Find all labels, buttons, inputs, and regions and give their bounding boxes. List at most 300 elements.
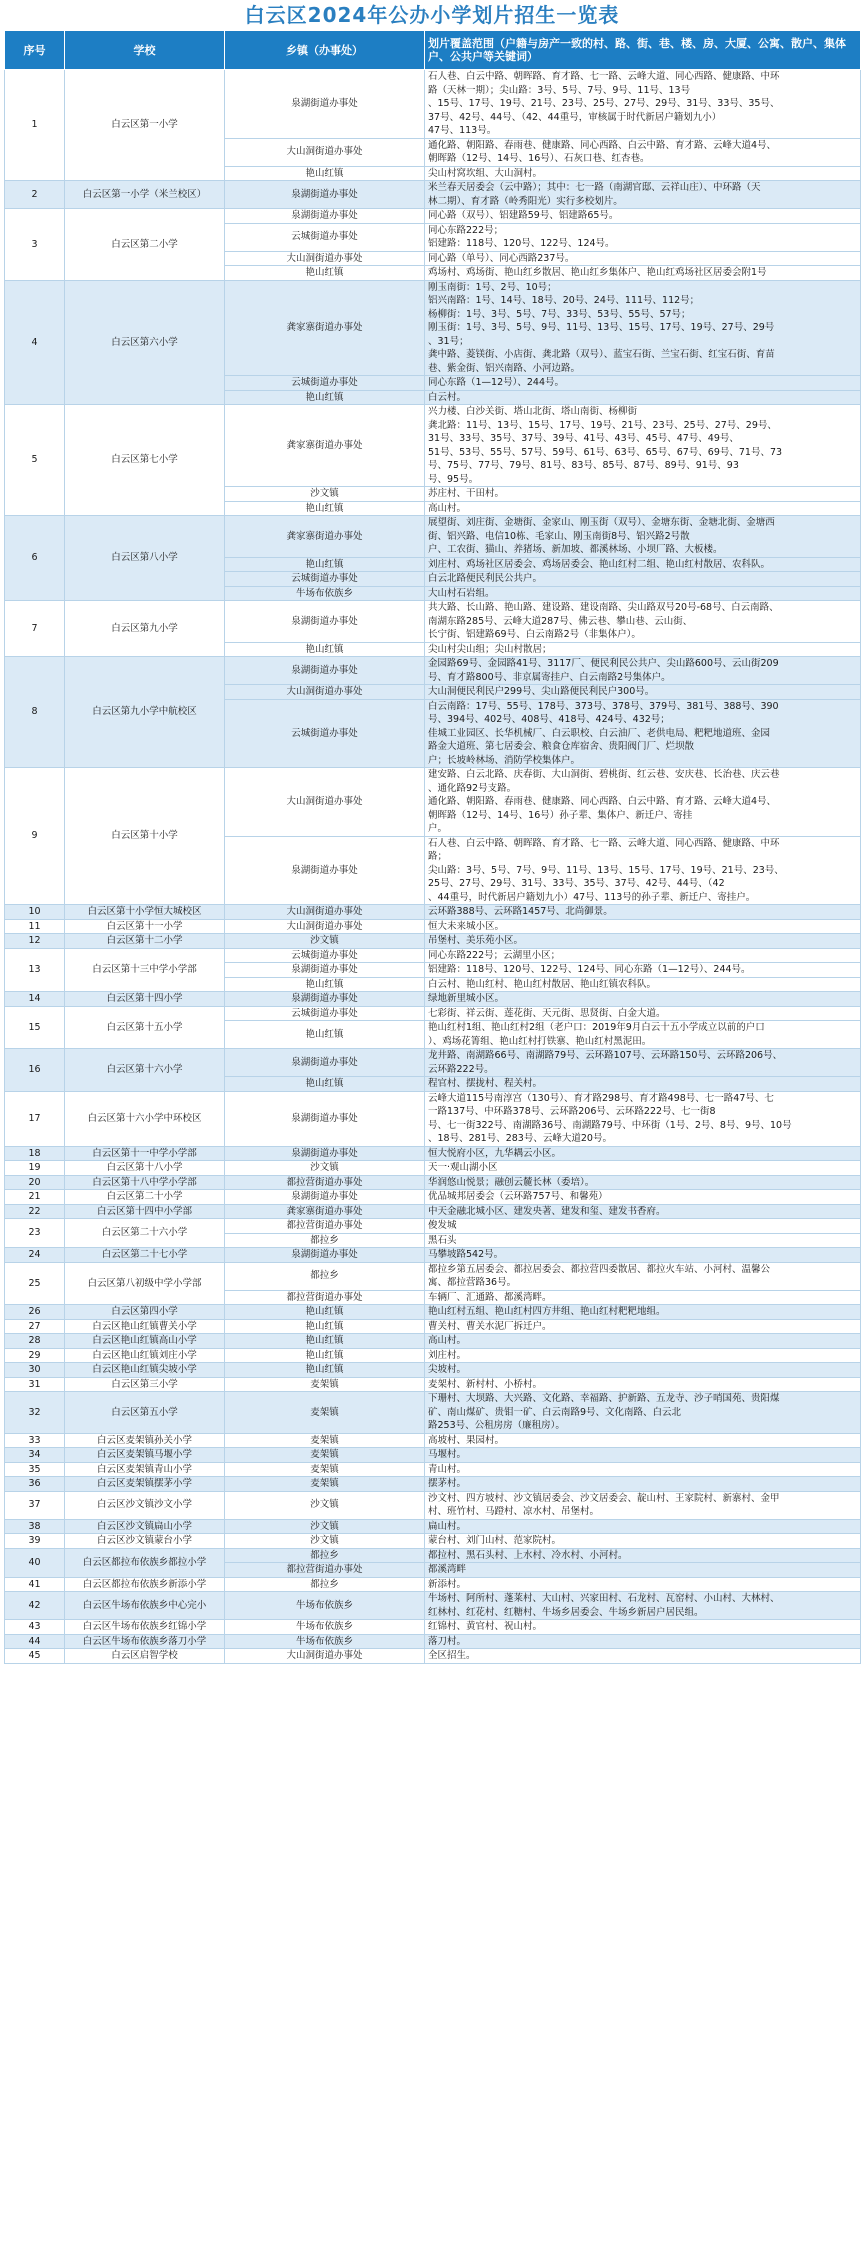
coverage-cell [425,657,861,685]
school-no: 41 [5,1577,65,1592]
coverage-line: 恒大悦府小区，九华耦云小区。 [428,1147,562,1159]
coverage-cell [425,768,861,837]
coverage-cell [425,405,861,487]
table-row [5,1577,861,1592]
header-school: 学校 [65,31,225,70]
street-office: 龚家寨街道办事处 [225,1204,425,1219]
school-group [5,209,861,281]
coverage-line: 37号、42号、44号、（42、44重号，审核属于时代新居户籍划九小） [428,111,722,123]
school-no: 10 [5,905,65,920]
coverage-cell [425,1175,861,1190]
school-group [5,1175,861,1190]
street-office: 泉湖街道办事处 [225,209,425,224]
school-name: 白云区第六小学 [65,280,225,405]
school-name: 白云区第十八小学 [65,1161,225,1176]
coverage-line: 摆茅村。 [428,1478,467,1489]
coverage-line: 林二期）、育才路（岭秀阳光）实行多校划片。 [428,195,623,207]
coverage-line: 刘庄村。 [428,1349,467,1361]
table-row [5,934,861,949]
school-group [5,1248,861,1263]
coverage-line: 、通化路92号支路。 [428,782,517,794]
school-no: 28 [5,1334,65,1349]
coverage-line: 白云村、艳山红村、艳山红村散居、艳山红镇农科队。 [428,978,657,990]
coverage-line: 尖山路：3号、5号、7号、9号、11号、13号、15号、17号、19号、21号、23号、 [428,864,784,876]
school-group [5,1348,861,1363]
school-no: 29 [5,1348,65,1363]
school-name: 白云区牛场布依族乡落刀小学 [65,1634,225,1649]
school-no: 37 [5,1491,65,1519]
coverage-line: 街、铝兴路、电信10栋、毛家山、刚玉南街8号、铝兴路2号散 [428,530,690,542]
coverage-cell [425,1634,861,1649]
coverage-line: 建安路、白云北路、庆春街、大山洞街、碧桃街、红云巷、安庆巷、长治巷、庆云巷 [428,769,780,780]
coverage-cell [425,251,861,266]
school-group [5,1161,861,1176]
coverage-line: 通化路、朝阳路、春雨巷、健康路、同心西路、白云中路、育才路、云峰大道4号、 [428,796,777,807]
header-no: 序号 [5,31,65,70]
coverage-cell [425,1548,861,1563]
street-office: 牛场布依族乡 [225,586,425,601]
coverage-cell [425,1592,861,1620]
school-group [5,948,861,992]
street-office: 大山洞街道办事处 [225,138,425,166]
coverage-cell [425,1049,861,1077]
street-office: 云城街道办事处 [225,572,425,587]
coverage-line: 铝建路：118号、120号、122号、124号。 [428,238,615,249]
coverage-line: 尖坡村。 [428,1364,467,1375]
school-group [5,1477,861,1492]
table-row [5,209,861,224]
coverage-line: 红林村、红花村、红糖村、牛场乡居委会、牛场乡新居户居民组。 [428,1606,704,1618]
school-name: 白云区都拉布依族乡都拉小学 [65,1548,225,1577]
coverage-cell [425,209,861,224]
coverage-line: 路； [428,851,448,862]
coverage-line: 号、75号、77号、79号、81号、83号、85号、87号、89号、91号、93 [428,460,739,471]
school-name: 白云区第二十小学 [65,1190,225,1205]
coverage-line: 、18号、281号、283号、云峰大道20号。 [428,1133,612,1144]
school-group [5,1392,861,1434]
table-row [5,181,861,209]
coverage-line: 刚玉南街：1号、2号、10号； [428,281,557,293]
street-office: 艳山红镇 [225,1077,425,1092]
school-no: 35 [5,1462,65,1477]
table-row [5,1620,861,1635]
school-name: 白云区艳山红镇尖坡小学 [65,1363,225,1378]
coverage-cell [425,1649,861,1664]
table-row [5,1534,861,1549]
coverage-cell [425,487,861,502]
street-office: 大山洞街道办事处 [225,768,425,837]
street-office: 都拉乡 [225,1262,425,1290]
coverage-cell [425,1006,861,1021]
table-row [5,1204,861,1219]
school-no: 43 [5,1620,65,1635]
street-office: 沙文镇 [225,1519,425,1534]
coverage-cell [425,1448,861,1463]
coverage-line: 程官村、摆拢村、程关村。 [428,1078,543,1089]
coverage-line: 车辆厂、汇通路、都溪湾畔。 [428,1291,552,1303]
coverage-line: 米兰春天居委会（云中路）；其中：七一路（南湖官邸、云祥山庄）、中环路（天 [428,182,761,193]
table-row [5,1519,861,1534]
coverage-cell [425,601,861,643]
table-row [5,1219,861,1234]
school-group [5,1592,861,1620]
table-row [5,1377,861,1392]
coverage-cell [425,642,861,657]
school-no: 6 [5,516,65,601]
school-group [5,280,861,405]
coverage-cell [425,1190,861,1205]
coverage-cell [425,1248,861,1263]
coverage-line: 青山村。 [428,1463,467,1475]
coverage-cell [425,1091,861,1146]
street-office: 牛场布依族乡 [225,1620,425,1635]
school-no: 39 [5,1534,65,1549]
table-row [5,1548,861,1563]
coverage-cell [425,1262,861,1290]
coverage-cell [425,934,861,949]
coverage-line: 云环路222号。 [428,1063,494,1075]
coverage-line: 曹关村、曹关水泥厂拆迁户。 [428,1320,552,1332]
coverage-line: 天一·观山湖小区 [428,1162,498,1173]
street-office: 艳山红镇 [225,501,425,516]
school-group [5,1049,861,1092]
coverage-line: 杨柳街：1号、3号、5号、7号、33号、53号、55号、57号； [428,308,691,320]
school-group [5,905,861,920]
street-office: 大山洞街道办事处 [225,905,425,920]
coverage-line: 白云村。 [428,391,467,403]
table-row [5,70,861,139]
coverage-line: 佳城工业园区、长华机械厂、白云职校、白云油厂、老供电局、粑粑地道班、金园 [428,727,771,739]
school-group [5,992,861,1007]
coverage-line: 石人巷、白云中路、朝晖路、育才路、七一路、云峰大道、同心西路、健康路、中环 [428,71,780,82]
school-no: 12 [5,934,65,949]
school-name: 白云区第七小学 [65,405,225,516]
school-name: 白云区第十二小学 [65,934,225,949]
street-office: 艳山红镇 [225,166,425,181]
coverage-line: 展望街、刘庄街、金塘街、金家山、刚玉街（双号）、金塘东街、金塘北街、金塘西 [428,517,775,528]
street-office: 大山洞街道办事处 [225,919,425,934]
coverage-cell [425,280,861,376]
coverage-line: 新添村。 [428,1578,467,1590]
coverage-line: 艳山红村1组、艳山红村2组（老户口：2019年9月白云十五小学成立以前的户口 [428,1022,765,1033]
school-name: 白云区第十四中小学部 [65,1204,225,1219]
coverage-cell [425,223,861,251]
street-office: 云城街道办事处 [225,1006,425,1021]
coverage-line: 白云北路便民利民公共户。 [428,573,543,584]
street-office: 泉湖街道办事处 [225,1190,425,1205]
street-office: 龚家寨街道办事处 [225,405,425,487]
street-office: 云城街道办事处 [225,223,425,251]
coverage-line: 鸡场村、鸡场街、艳山红乡散居、艳山红乡集体户、艳山红鸡场社区居委会附1号 [428,267,767,278]
school-group [5,516,861,601]
school-no: 1 [5,70,65,181]
coverage-cell [425,1319,861,1334]
table-row [5,1190,861,1205]
school-no: 38 [5,1519,65,1534]
coverage-line: 同心路（双号）、铝建路59号、铝建路65号。 [428,210,619,221]
school-no: 18 [5,1146,65,1161]
coverage-cell [425,516,861,558]
street-office: 艳山红镇 [225,1021,425,1049]
school-group [5,1491,861,1519]
school-no: 7 [5,601,65,657]
school-group [5,1462,861,1477]
school-group [5,405,861,516]
school-name: 白云区牛场布依族乡中心完小 [65,1592,225,1620]
street-office: 都拉乡 [225,1548,425,1563]
coverage-line: ）、鸡场花箐组、艳山红村打铁寨、艳山红村黑泥田。 [428,1035,652,1047]
street-office: 龚家寨街道办事处 [225,516,425,558]
street-office: 麦架镇 [225,1477,425,1492]
street-office: 艳山红镇 [225,557,425,572]
coverage-line: 云峰大道115号南淳宫（130号）、育才路298号、育才路498号、七一路47号、七 [428,1092,774,1104]
coverage-cell [425,1534,861,1549]
school-no: 23 [5,1219,65,1248]
school-name: 白云区第九小学 [65,601,225,657]
school-group [5,1262,861,1305]
coverage-cell [425,1477,861,1492]
coverage-line: 号、394号、402号、408号、418号、424号、432号； [428,714,670,725]
street-office: 云城街道办事处 [225,376,425,391]
coverage-line: 恒大未来城小区。 [428,920,505,932]
coverage-line: 同心东路222号； [428,224,504,236]
street-office: 泉湖街道办事处 [225,1091,425,1146]
school-name: 白云区第十小学 [65,768,225,905]
school-group [5,1190,861,1205]
coverage-cell [425,501,861,516]
coverage-cell [425,1433,861,1448]
school-group [5,1634,861,1649]
school-name: 白云区牛场布依族乡红锦小学 [65,1620,225,1635]
school-name: 白云区第九小学中航校区 [65,657,225,768]
coverage-cell [425,376,861,391]
street-office: 泉湖街道办事处 [225,1049,425,1077]
school-no: 3 [5,209,65,281]
coverage-line: 云环路388号、云环路1457号、北尚御景。 [428,906,613,917]
coverage-line: 白云南路：17号、55号、178号、373号、378号、379号、381号、388号、390 [428,700,779,712]
coverage-cell [425,1305,861,1320]
school-no: 21 [5,1190,65,1205]
street-office: 都拉营街道办事处 [225,1219,425,1234]
coverage-line: 都溪湾畔 [428,1564,467,1575]
school-no: 4 [5,280,65,405]
school-no: 22 [5,1204,65,1219]
coverage-line: 同心路（单号）、同心西路237号。 [428,252,575,264]
coverage-line: 高坡村、果园村。 [428,1434,505,1446]
table-row [5,1433,861,1448]
street-office: 云城街道办事处 [225,699,425,768]
table-row [5,1161,861,1176]
street-office: 艳山红镇 [225,977,425,992]
coverage-line: 47号、113号。 [428,125,497,136]
street-office: 泉湖街道办事处 [225,963,425,978]
street-office: 泉湖街道办事处 [225,1248,425,1263]
school-name: 白云区第十四小学 [65,992,225,1007]
school-group [5,1319,861,1334]
school-name: 白云区第一小学（米兰校区） [65,181,225,209]
school-name: 白云区第一小学 [65,70,225,181]
school-name: 白云区沙文镇蒙台小学 [65,1534,225,1549]
street-office: 艳山红镇 [225,1319,425,1334]
street-office: 牛场布依族乡 [225,1634,425,1649]
school-no: 14 [5,992,65,1007]
school-group [5,1649,861,1664]
school-no: 9 [5,768,65,905]
table-header-row [5,31,861,70]
coverage-line: 俊发城 [428,1220,457,1231]
coverage-line: 号、95号。 [428,473,479,485]
street-office: 泉湖街道办事处 [225,601,425,643]
coverage-line: 、44重号，时代新居户籍划九小）47号、113号的孙子辈、新迁户、寄挂户。 [428,891,756,903]
street-office: 艳山红镇 [225,266,425,281]
school-no: 19 [5,1161,65,1176]
street-office: 麦架镇 [225,1377,425,1392]
table-row [5,1448,861,1463]
coverage-line: 石人巷、白云中路、朝晖路、育才路、七一路、云峰大道、同心西路、健康路、中环 [428,837,780,849]
coverage-cell [425,836,861,905]
coverage-cell [425,963,861,978]
table-row [5,657,861,685]
school-group [5,1534,861,1549]
table-row [5,1634,861,1649]
school-group [5,181,861,209]
school-group [5,1204,861,1219]
coverage-line: 路（天林一期）；尖山路：3号、5号、7号、9号、11号、13号 [428,84,691,96]
coverage-line: 、15号、17号、19号、21号、23号、25号、27号、29号、31号、33号、35号、 [428,98,780,109]
table-row [5,1477,861,1492]
street-office: 艳山红镇 [225,642,425,657]
school-name: 白云区第二小学 [65,209,225,281]
table-row [5,1334,861,1349]
coverage-cell [425,1563,861,1578]
school-no: 15 [5,1006,65,1049]
school-group [5,1433,861,1448]
coverage-line: 都拉村、黑石头村、上水村、冷水村、小河村。 [428,1549,628,1561]
school-no: 32 [5,1392,65,1434]
coverage-line: 都拉乡第五居委会、都拉居委会、都拉营四委散居、都拉火车站、小河村、温馨公 [428,1263,771,1275]
coverage-line: 31号、33号、35号、37号、39号、41号、43号、45号、47号、49号、 [428,433,739,444]
school-group [5,919,861,934]
table-row [5,1091,861,1146]
coverage-line: 吊堡村、美乐苑小区。 [428,935,524,946]
street-office: 泉湖街道办事处 [225,836,425,905]
school-name: 白云区都拉布依族乡新添小学 [65,1577,225,1592]
school-group [5,601,861,657]
coverage-line: 寓、都拉营路36号。 [428,1277,517,1288]
school-no: 27 [5,1319,65,1334]
school-no: 13 [5,948,65,992]
street-office: 都拉乡 [225,1577,425,1592]
school-group [5,1006,861,1049]
school-group [5,934,861,949]
coverage-line: 高山村。 [428,502,467,514]
school-no: 40 [5,1548,65,1577]
street-office: 都拉营街道办事处 [225,1175,425,1190]
school-no: 17 [5,1091,65,1146]
coverage-line: 大山村石岩组。 [428,587,495,599]
street-office: 都拉营街道办事处 [225,1563,425,1578]
school-name: 白云区第十一小学 [65,919,225,934]
school-no: 34 [5,1448,65,1463]
coverage-line: 优品城邦居委会（云环路757号、和馨苑） [428,1191,608,1202]
coverage-line: 南湖东路285号、云峰大道287号、佛云巷、攀山巷、云山街、 [428,615,693,627]
school-name: 白云区麦架镇孙关小学 [65,1433,225,1448]
coverage-line: 路253号、公租房房（廉租房）。 [428,1420,565,1431]
school-name: 白云区第八小学 [65,516,225,601]
coverage-line: 扁山村。 [428,1520,467,1532]
coverage-line: 红锦村、黄官村、祝山村。 [428,1621,543,1632]
coverage-cell [425,1462,861,1477]
coverage-line: 同心东路（1—12号）、244号。 [428,377,565,388]
coverage-line: 马堰村。 [428,1449,467,1460]
school-name: 白云区麦架镇马堰小学 [65,1448,225,1463]
table-row [5,1363,861,1378]
school-name: 白云区沙文镇沙文小学 [65,1491,225,1519]
school-no: 8 [5,657,65,768]
school-group [5,1363,861,1378]
coverage-cell [425,1377,861,1392]
school-no: 2 [5,181,65,209]
school-name: 白云区第八初级中学小学部 [65,1262,225,1305]
table-row [5,280,861,376]
coverage-line: 艳山红村五组、艳山红村四方井组、艳山红村粑粑地组。 [428,1306,666,1317]
coverage-cell [425,586,861,601]
street-office: 牛场布依族乡 [225,1592,425,1620]
table-row [5,1649,861,1664]
table-row [5,1006,861,1021]
school-group [5,1377,861,1392]
school-name: 白云区第十五小学 [65,1006,225,1049]
school-group [5,1548,861,1577]
coverage-cell [425,572,861,587]
street-office: 沙文镇 [225,1161,425,1176]
school-name: 白云区第十三中学小学部 [65,948,225,992]
school-name: 白云区第五小学 [65,1392,225,1434]
school-name: 白云区第二十七小学 [65,1248,225,1263]
coverage-line: 户、工农街、猫山、养猪场、新加坡、都溪林场、小坝厂路、大板楼。 [428,544,723,555]
school-no: 24 [5,1248,65,1263]
table-row [5,905,861,920]
coverage-line: 51号、53号、55号、57号、59号、61号、63号、65号、67号、69号、71号、73 [428,446,783,458]
coverage-cell [425,1146,861,1161]
coverage-line: 共大路、长山路、艳山路、建设路、建设南路、尖山路双号20号-68号、白云南路、 [428,602,779,613]
coverage-line: 25号、27号、29号、31号、33号、35号、37号、42号、44号、（42 [428,878,725,889]
coverage-cell [425,1577,861,1592]
street-office: 艳山红镇 [225,1305,425,1320]
coverage-line: 号、育才路800号、非京属寄挂户、白云南路2号集体户。 [428,671,671,683]
coverage-cell [425,1392,861,1434]
table-row [5,1262,861,1290]
street-office: 艳山红镇 [225,390,425,405]
street-office: 大山洞街道办事处 [225,685,425,700]
table-row [5,1175,861,1190]
coverage-line: 七彩街、祥云街、莲花街、天元街、思贤街、白金大道。 [428,1007,666,1019]
school-group [5,1219,861,1248]
school-group [5,1146,861,1161]
school-name: 白云区第十六小学 [65,1049,225,1092]
school-no: 33 [5,1433,65,1448]
school-group [5,1620,861,1635]
school-no: 5 [5,405,65,516]
school-group [5,657,861,768]
school-no: 31 [5,1377,65,1392]
street-office: 都拉乡 [225,1233,425,1248]
coverage-line: 黑石头 [428,1234,457,1246]
table-row [5,1248,861,1263]
coverage-cell [425,1021,861,1049]
street-office: 麦架镇 [225,1433,425,1448]
coverage-cell [425,919,861,934]
